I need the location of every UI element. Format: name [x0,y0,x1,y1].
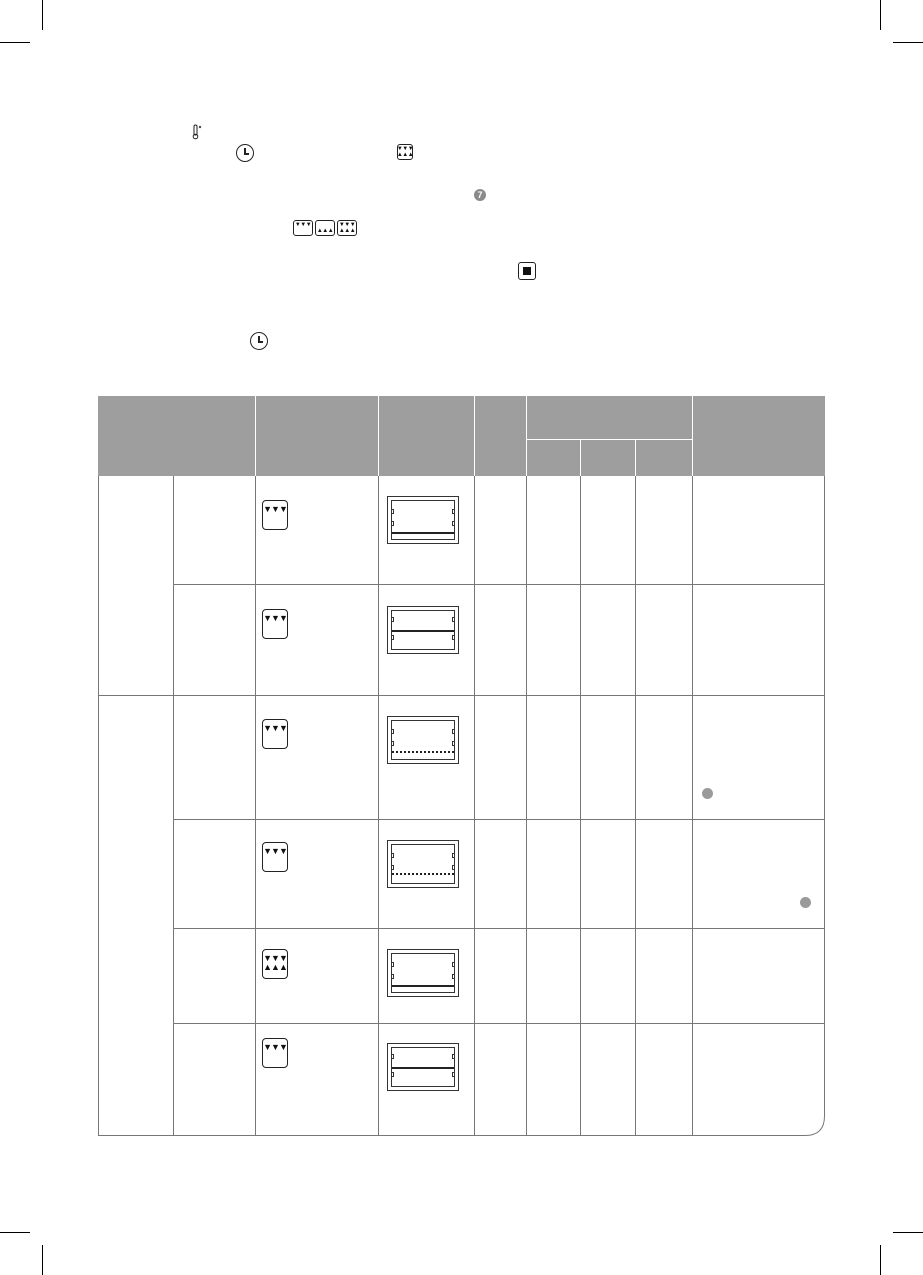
cooking-guide-table [98,396,825,1136]
oven-rack-mid-icon [387,606,459,654]
oven-rack-mid-icon [387,1043,459,1091]
top-heat-key-icon: ▼▼▼ [293,220,313,236]
oven-rack-low-icon [387,949,459,997]
top-heat-mode-icon: ▼▼▼ [262,842,288,872]
clock-icon [236,144,254,162]
oven-rack-low-icon [387,496,459,544]
oven-tray-low-icon [387,716,459,764]
crop-mark [42,1245,43,1275]
crop-mark [880,1245,881,1275]
grill-key-icon: ▼▼▼ ▲▲▲ [396,146,414,158]
clock-icon [250,332,268,350]
note-dot-icon [800,897,811,908]
top-heat-mode-icon: ▼▼▼ [262,500,288,530]
oven-tray-low-icon [387,840,459,888]
top-bottom-heat-key-icon: ▼▼▼ ▲▲▲ [338,222,356,234]
crop-mark [42,0,43,30]
thermometer-icon [192,124,202,140]
crop-mark [0,42,30,43]
bottom-heat-key-icon: ▲▲▲ [315,220,335,236]
note-dot-icon [702,788,713,799]
top-bottom-heat-mode-icon: ▼▼▼ ▲▲▲ [262,949,288,979]
stop-key-icon [518,262,536,280]
crop-mark [880,0,881,30]
top-heat-mode-icon: ▼▼▼ [262,719,288,749]
top-heat-mode-icon: ▼▼▼ [262,609,288,639]
crop-mark [893,42,923,43]
step-badge-icon: 7 [474,189,486,201]
table-header [98,396,825,476]
top-heat-mode-icon: ▼▼▼ [262,1038,288,1068]
crop-mark [0,1232,30,1233]
crop-mark [893,1232,923,1233]
